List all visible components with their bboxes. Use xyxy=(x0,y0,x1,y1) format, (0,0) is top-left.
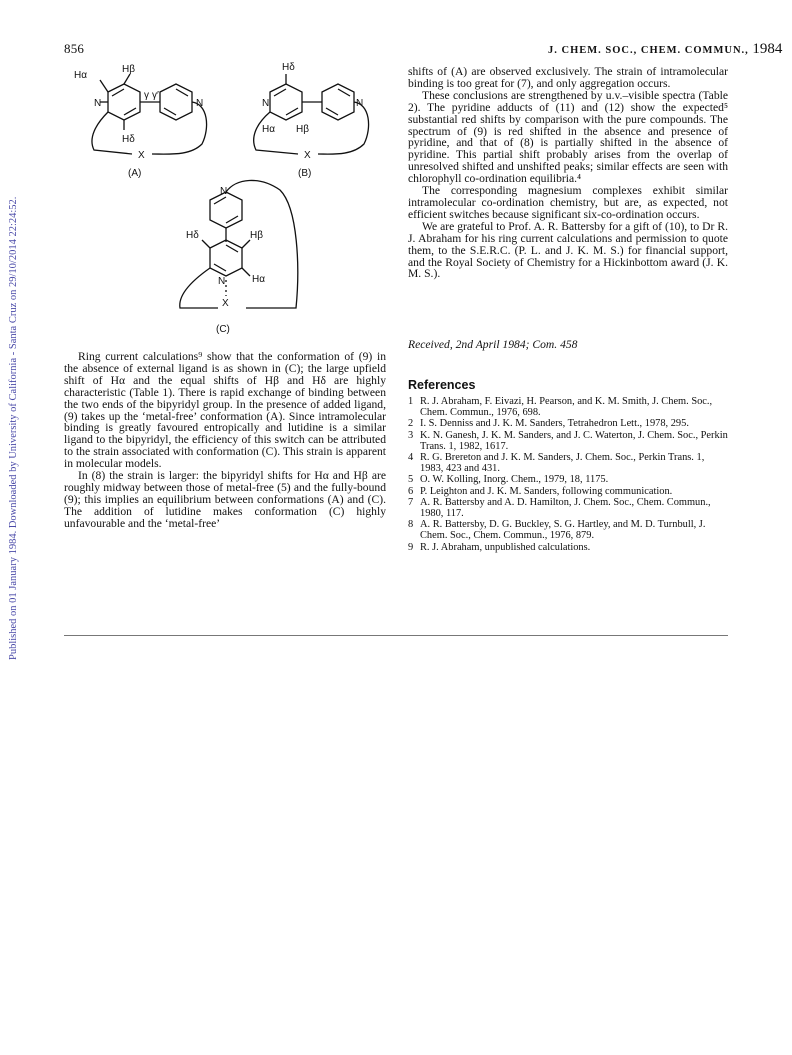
label-h-alpha-a: Hα xyxy=(74,70,88,81)
reference-item xyxy=(408,396,728,418)
label-h-beta-c: Hβ xyxy=(250,230,263,241)
reference-number: 4 xyxy=(408,452,414,464)
label-x-a: X xyxy=(138,150,145,161)
structure-c xyxy=(180,180,298,308)
reference-text: A. R. Battersby and A. D. Hamilton, J. Chem. Soc., Chem. Commun., 1980, 117. xyxy=(420,496,711,520)
reference-text: O. W. Kolling, Inorg. Chem., 1979, 18, 1175. xyxy=(420,474,609,486)
reference-text: K. N. Ganesh, J. K. M. Sanders, and J. C. Waterton, J. Chem. Soc., Perkin Trans. 1, 1982, 1617. xyxy=(420,429,728,452)
reference-item xyxy=(408,542,728,553)
label-a: (A) xyxy=(128,168,142,179)
reference-number: 2 xyxy=(408,418,414,430)
download-watermark xyxy=(0,0,19,700)
structure-a xyxy=(92,74,207,154)
reference-item xyxy=(408,519,728,541)
reference-item xyxy=(408,497,728,519)
journal-name: J. CHEM. SOC., CHEM. COMMUN., xyxy=(548,45,749,56)
label-h-delta-c: Hδ xyxy=(186,230,199,241)
reference-item xyxy=(408,486,728,497)
reference-text: R. J. Abraham, unpublished calculations. xyxy=(420,541,591,553)
label-gamma: γ xyxy=(144,90,149,101)
references-heading: References xyxy=(408,378,476,392)
label-h-delta-b: Hδ xyxy=(282,62,295,73)
reference-number: 1 xyxy=(408,396,414,407)
right-column xyxy=(408,66,728,280)
label-h-beta-a: Hβ xyxy=(122,64,135,75)
paragraph: The corresponding magnesium complexes exhibit similar intramolecular co-ordination chemistry, but are, as expected, not efficient switches because significant six-co-ordination occurs. xyxy=(408,184,728,221)
reference-item xyxy=(408,474,728,485)
conformation-figure xyxy=(60,58,380,338)
label-h-alpha-b: Hα xyxy=(262,124,276,135)
left-column xyxy=(64,351,386,530)
label-h-alpha-c: Hα xyxy=(252,274,266,285)
label-n-b2: N xyxy=(356,98,364,109)
paragraph: Ring current calculations⁹ show that the conformation of (9) in the absence of external ligand is as shown in (C); the large upfield shift of Hα and the equal shifts of Hβ and Hδ are highly characteristic (Table 1). There is rapid exchange of binding between the two ends of the bipyridyl group. In the presence of added ligand, (9) takes up the ‘metal-free’ conformation (A). Since intramolecular binding is greatly favoured entropically and lutidine is a similar ligand to the bipyridyl, the efficiency of this switch can be attributed to the strain associated with conformation (C). This strain is apparent in molecular models. xyxy=(64,350,386,471)
reference-text: R. G. Brereton and J. K. M. Sanders, J. Chem. Soc., Perkin Trans. 1, 1983, 423 and 431. xyxy=(420,452,705,475)
reference-number: 7 xyxy=(408,496,414,508)
reference-number: 5 xyxy=(408,474,414,486)
paragraph: shifts of (A) are observed exclusively. The strain of intramolecular binding is too great for (7), and only aggregation occurs. xyxy=(408,65,728,90)
label-n-c2: N xyxy=(218,276,226,287)
paragraph: In (8) the strain is larger: the bipyridyl shifts for Hα and Hβ are roughly midway between those of metal-free (5) and the fully-bound (9); this implies an equilibrium between conformations (A) and (C). The addition of lutidine makes conformation (C) highly unfavourable and the ‘metal-free’ xyxy=(64,469,386,530)
reference-text: I. S. Denniss and J. K. M. Sanders, Tetrahedron Lett., 1978, 295. xyxy=(420,418,689,430)
label-n-c1: N xyxy=(220,186,228,197)
page-divider xyxy=(64,635,728,636)
reference-item xyxy=(408,452,728,474)
label-gamma-prime: γ′ xyxy=(152,90,159,101)
reference-number: 9 xyxy=(408,541,414,553)
journal-year: 1984 xyxy=(752,41,783,57)
label-h-beta-b: Hβ xyxy=(296,124,309,135)
reference-text: R. J. Abraham, F. Eivazi, H. Pearson, and K. M. Smith, J. Chem. Soc., Chem. Commun., 1976, 698. xyxy=(420,396,713,419)
download-note: Published on 01 January 1984. Downloaded by University of California - Santa Cruz on 29/10/2014 22:24:52. xyxy=(8,196,19,660)
running-header xyxy=(548,41,782,58)
label-n-a2: N xyxy=(196,98,204,109)
acknowledgements: We are grateful to Prof. A. R. Battersby for a gift of (10), to Dr R. J. Abraham for his ring current calculations and permission to quote them, to the S.E.R.C. (P. L. and J. K. M. S.) for financial support, and the Royal Society of Chemistry for a Hickinbottom award (J. K. M. S.). xyxy=(408,219,728,281)
reference-item xyxy=(408,430,728,452)
references-list xyxy=(408,396,728,553)
label-x-b: X xyxy=(304,150,311,161)
reference-item xyxy=(408,418,728,429)
paragraph: These conclusions are strengthened by u.v.–visible spectra (Table 2). The pyridine adducts of (11) and (12) show the expected⁵ substantial red shifts by comparison with the pure compounds. The spectrum of (9) is red shifted in the absence and presence of pyridine, and that of (8) is partially shifted in the absence of pyridine. This partial shift probably arises from the overlap of unresolved shifted and unshifted peaks; similar effects are seen with chlorophyll co-ordination equilibria.⁴ xyxy=(408,88,728,186)
reference-number: 8 xyxy=(408,519,414,531)
received-date: Received, 2nd April 1984; Com. 458 xyxy=(408,338,578,351)
label-x-c: X xyxy=(222,298,229,309)
reference-number: 3 xyxy=(408,429,414,441)
label-n-a1: N xyxy=(94,98,102,109)
page-number: 856 xyxy=(64,41,85,56)
reference-number: 6 xyxy=(408,485,414,497)
label-c: (C) xyxy=(216,324,230,335)
label-n-b1: N xyxy=(262,98,270,109)
reference-text: P. Leighton and J. K. M. Sanders, following communication. xyxy=(420,485,673,497)
reference-text: A. R. Battersby, D. G. Buckley, S. G. Hartley, and M. D. Turnbull, J. Chem. Soc., Chem. Commun., 1976, 879. xyxy=(420,519,706,542)
label-b: (B) xyxy=(298,168,312,179)
structure-b xyxy=(254,74,369,154)
label-h-delta-a: Hδ xyxy=(122,134,135,145)
